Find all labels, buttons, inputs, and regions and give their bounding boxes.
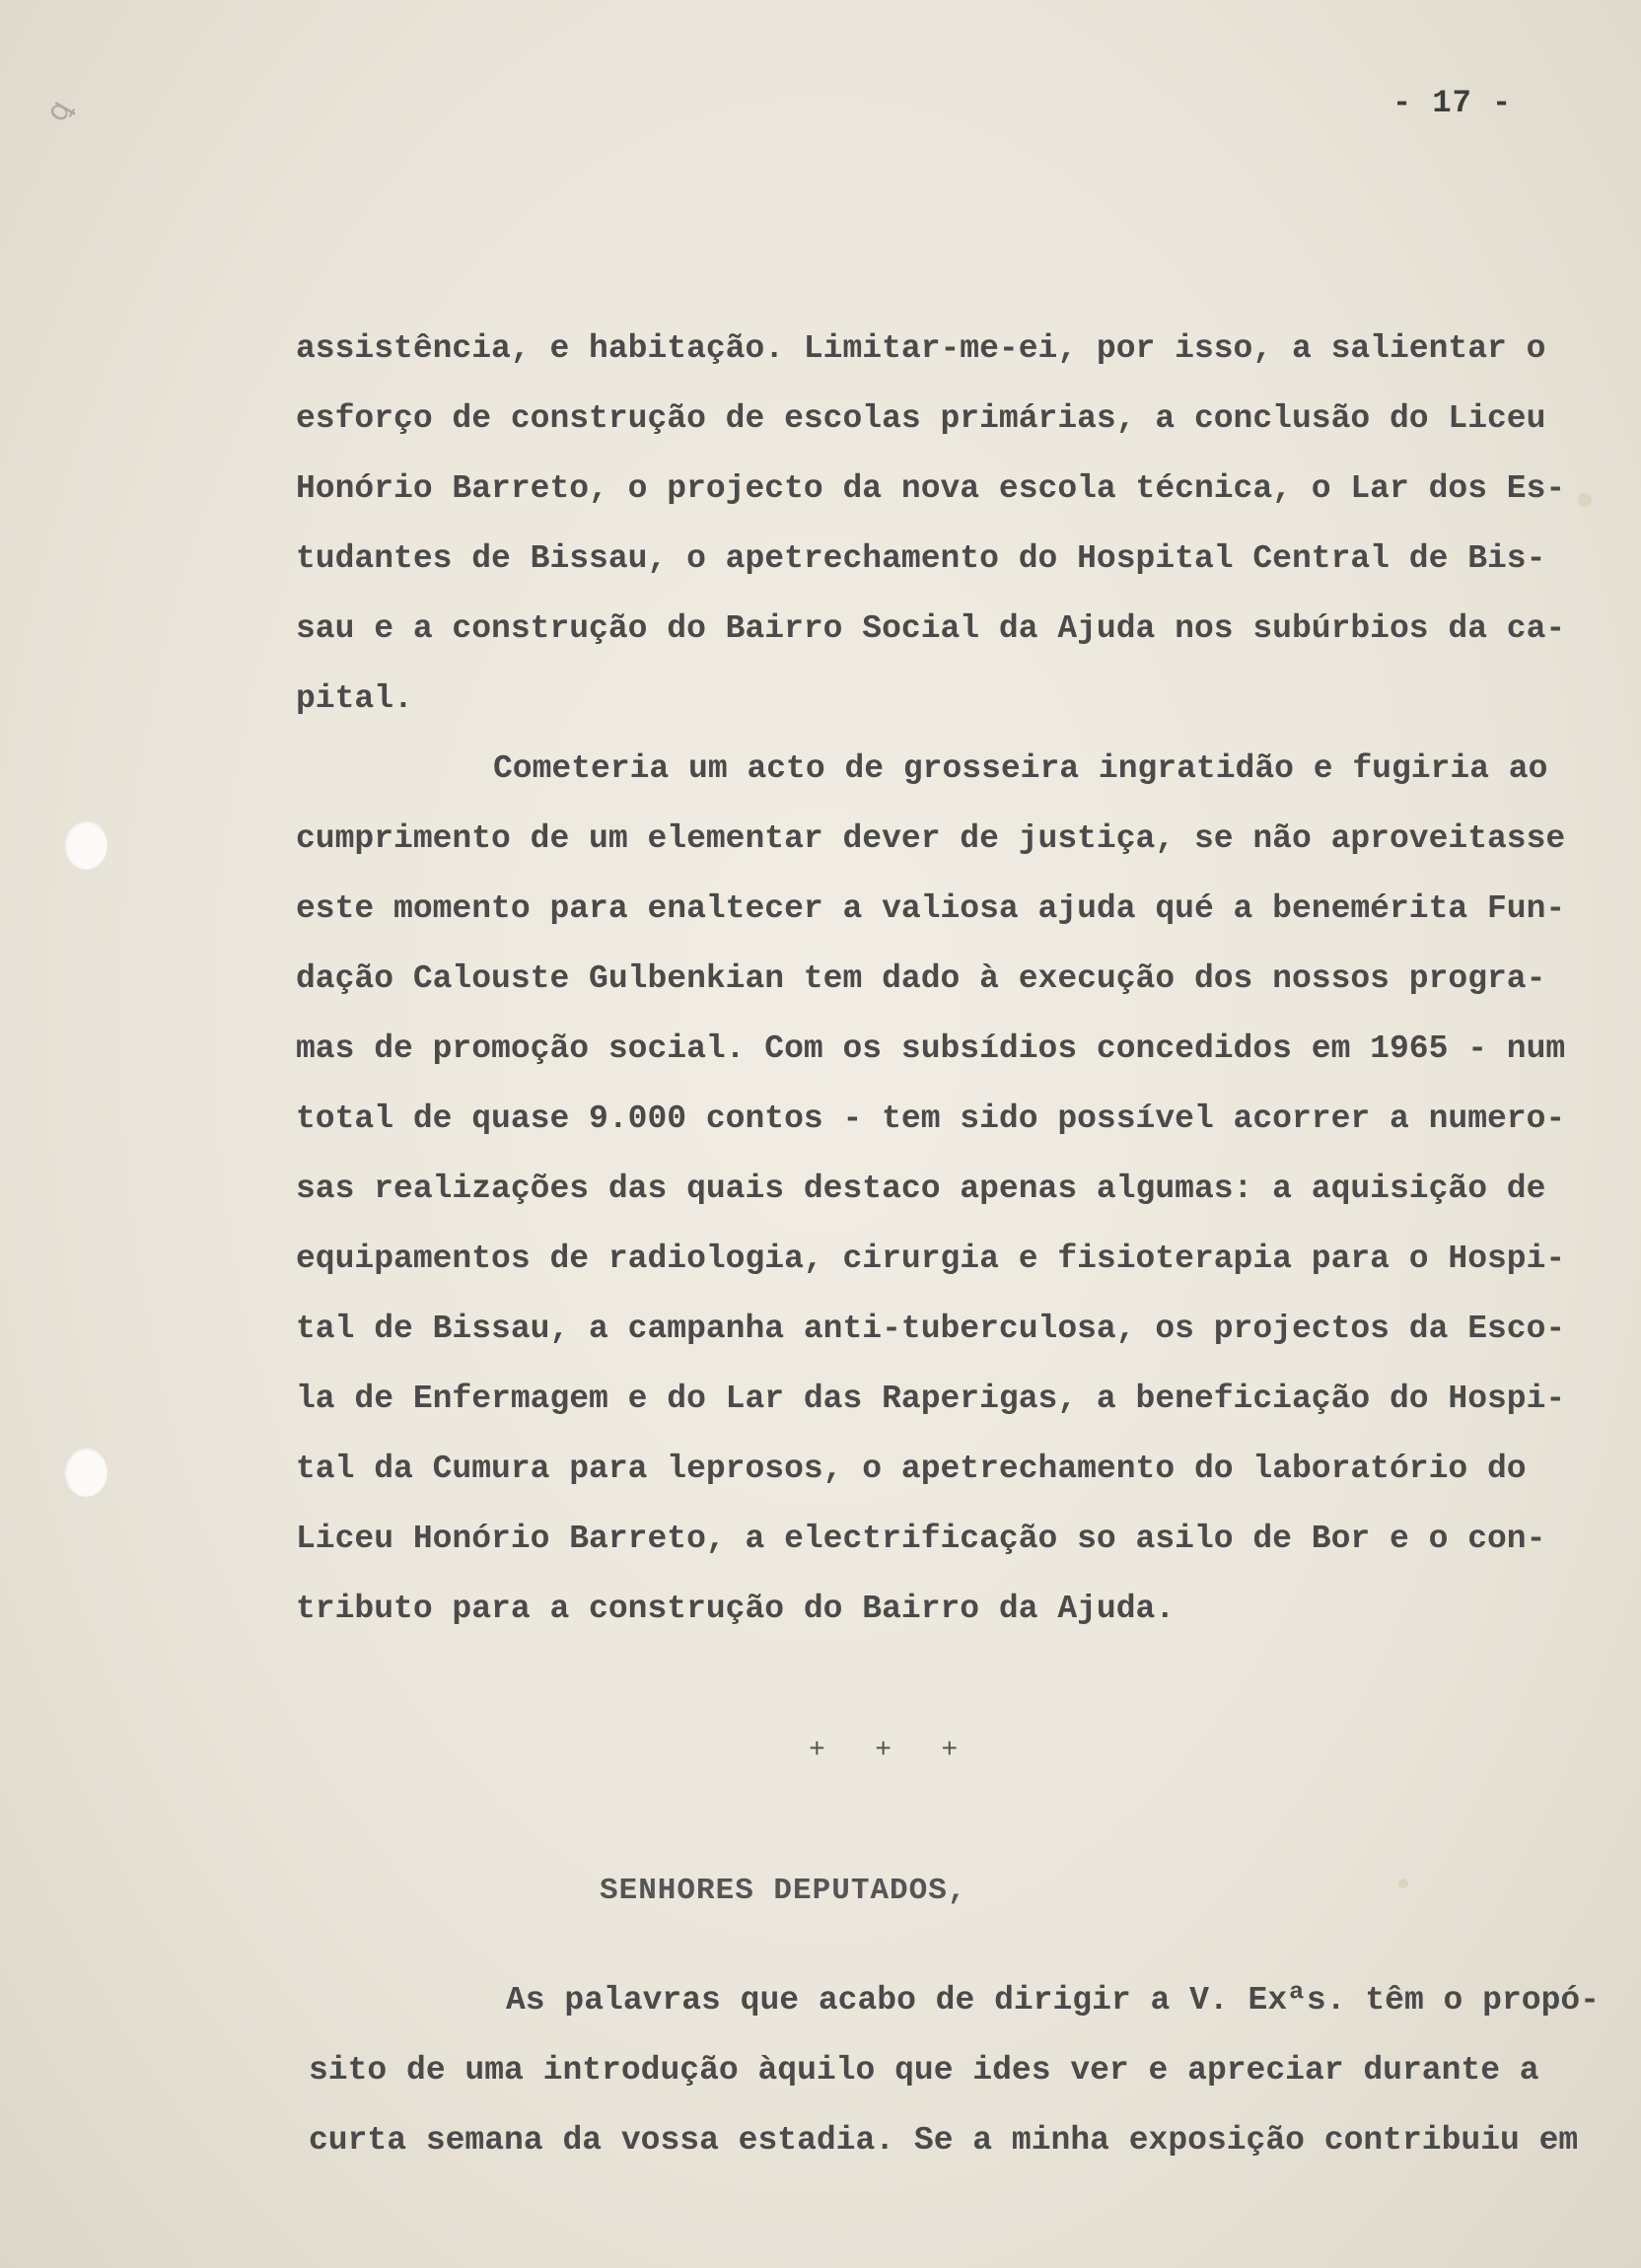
text-line: tributo para a construção do Bairro da Ajuda. <box>296 1591 1176 1627</box>
text-line: sau e a construção do Bairro Social da Ajuda nos subúrbios da ca- <box>296 610 1566 647</box>
text-line: Honório Barreto, o projecto da nova escola técnica, o Lar dos Es- <box>296 470 1566 507</box>
text-line: pital. <box>296 680 413 717</box>
paragraph-1 <box>296 314 1578 734</box>
punch-hole-top <box>64 820 107 870</box>
paper-stain <box>1578 493 1592 507</box>
text-line: tal de Bissau, a campanha anti-tuberculosa, os projectos da Esco- <box>296 1311 1566 1347</box>
text-line: assistência, e habitação. Limitar-me-ei, por isso, a salientar o <box>296 330 1546 367</box>
text-line: equipamentos de radiologia, cirurgia e fisioterapia para o Hospi- <box>296 1240 1566 1277</box>
text-line: sito de uma introdução àquilo que ides ver e apreciar durante a <box>309 2052 1539 2089</box>
handwritten-corner-mark: ꝗ <box>38 94 79 128</box>
text-line: tal da Cumura para leprosos, o apetrechamento do laboratório do <box>296 1451 1527 1487</box>
text-line: sas realizações das quais destaco apenas algumas: a aquisição de <box>296 1170 1546 1207</box>
punch-hole-bottom <box>64 1448 107 1497</box>
text-line: este momento para enaltecer a valiosa ajuda qué a benemérita Fun- <box>296 890 1566 927</box>
page-number: - 17 - <box>1392 85 1513 121</box>
text-line: total de quase 9.000 contos - tem sido possível acorrer a numero- <box>296 1100 1566 1137</box>
text-line: mas de promoção social. Com os subsídios concedidos em 1965 - num <box>296 1030 1566 1067</box>
text-line: esforço de construção de escolas primárias, a conclusão do Liceu <box>296 400 1546 437</box>
text-line: Liceu Honório Barreto, a electrificação so asilo de Bor e o con- <box>296 1521 1546 1557</box>
text-line: la de Enfermagem e do Lar das Raperigas, a beneficiação do Hospi- <box>296 1381 1566 1417</box>
text-line: As palavras que acabo de dirigir a V. Exªs. têm o propó- <box>506 1982 1600 2019</box>
text-line: dação Calouste Gulbenkian tem dado à execução dos nossos progra- <box>296 960 1546 997</box>
text-line: cumprimento de um elementar dever de justiça, se não aproveitasse <box>296 820 1566 857</box>
section-separator: + + + <box>809 1736 959 1766</box>
section-heading: SENHORES DEPUTADOS, <box>600 1874 967 1908</box>
text-line: curta semana da vossa estadia. Se a minha exposição contribuiu em <box>309 2122 1579 2159</box>
closing-paragraph <box>309 1965 1600 2175</box>
paragraph-2 <box>296 734 1578 1644</box>
paper-stain <box>1398 1878 1408 1888</box>
body-text <box>296 314 1578 1644</box>
text-line: Cometeria um acto de grosseira ingratidão e fugiria ao <box>493 750 1548 787</box>
text-line: tudantes de Bissau, o apetrechamento do Hospital Central de Bis- <box>296 540 1546 577</box>
